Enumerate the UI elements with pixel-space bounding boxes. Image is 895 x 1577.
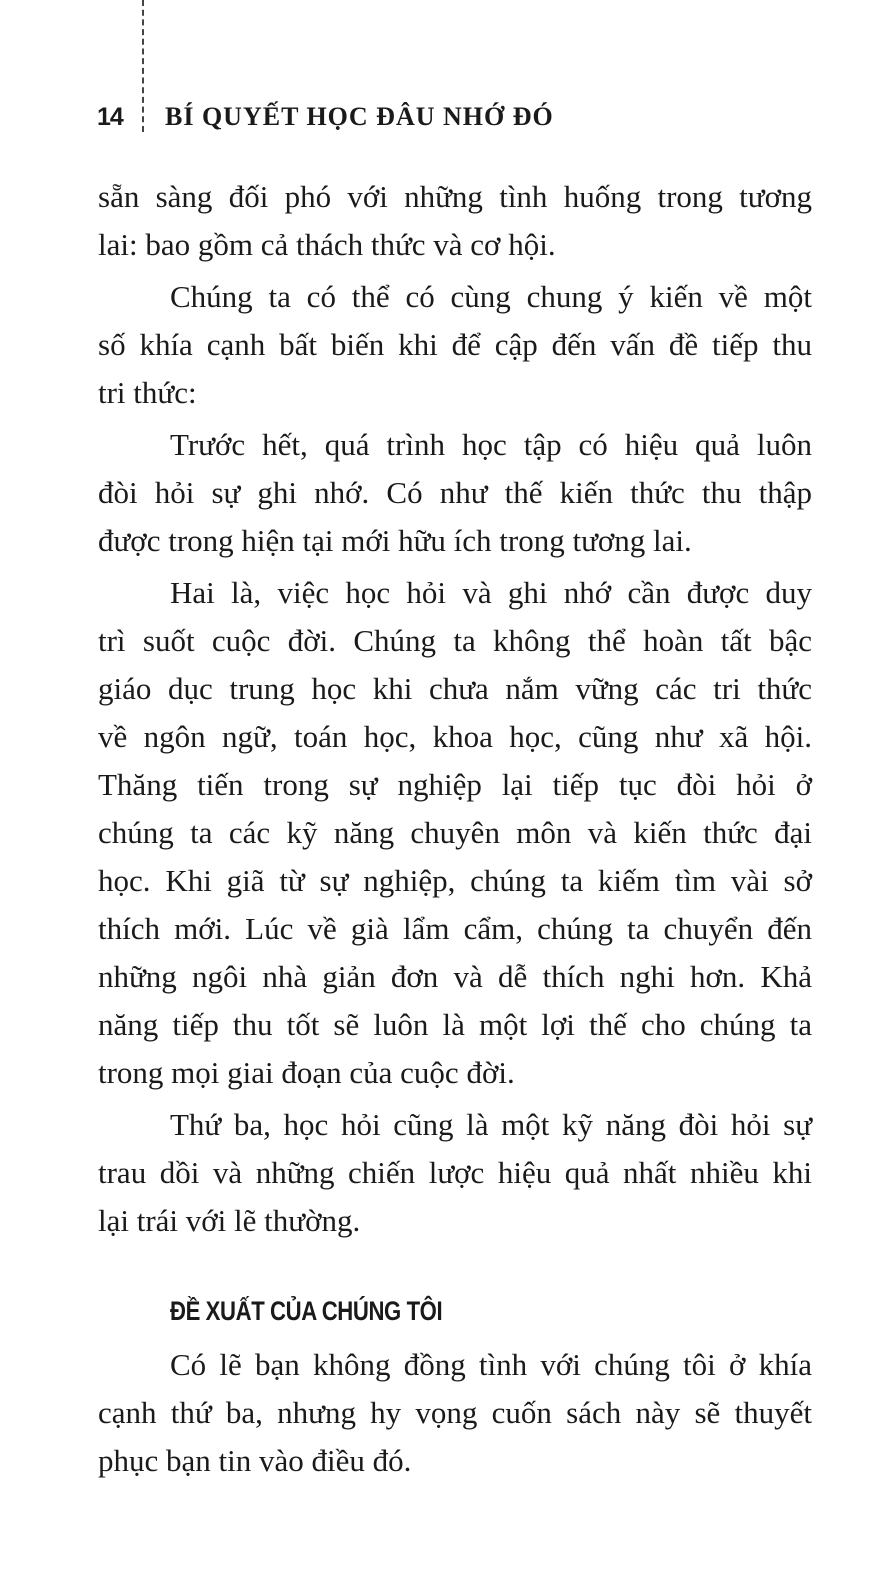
text-line: thích mới. Lúc về già lẩm cẩm, chúng ta chuyển đến [98, 911, 812, 946]
text-line: Chúng ta có thể có cùng chung ý kiến về một [170, 279, 812, 314]
running-title: BÍ QUYẾT HỌC ĐÂU NHỚ ĐÓ [165, 102, 554, 131]
text-line: lại trái với lẽ thường. [98, 1203, 361, 1238]
text-line: về ngôn ngữ, toán học, khoa học, cũng như xã hội. [98, 719, 812, 754]
text-line: năng tiếp thu tốt sẽ luôn là một lợi thế cho chúng ta [98, 1007, 812, 1042]
text-line: được trong hiện tại mới hữu ích trong tương lai. [98, 523, 692, 558]
text-line: đòi hỏi sự ghi nhớ. Có như thế kiến thức thu thập [98, 475, 812, 510]
text-line: số khía cạnh bất biến khi để cập đến vấn đề tiếp thu [98, 327, 812, 362]
text-line: Thăng tiến trong sự nghiệp lại tiếp tục đòi hỏi ở [98, 767, 812, 802]
paragraph [98, 569, 812, 1097]
paragraph [98, 421, 812, 565]
paragraph [98, 173, 812, 269]
page-body [98, 169, 812, 1485]
text-line: phục bạn tin vào điều đó. [98, 1443, 412, 1478]
text-line: lai: bao gồm cả thách thức và cơ hội. [98, 227, 556, 262]
margin-dashed-rule [142, 0, 144, 132]
section-heading: ĐỀ XUẤT CỦA CHÚNG TÔI [170, 1296, 443, 1326]
paragraph [98, 1101, 812, 1245]
text-line: học. Khi giã từ sự nghiệp, chúng ta kiếm tìm vài sở [98, 863, 812, 898]
text-line: Thứ ba, học hỏi cũng là một kỹ năng đòi hỏi sự [170, 1107, 812, 1142]
text-line: trau dồi và những chiến lược hiệu quả nhất nhiều khi [98, 1155, 812, 1190]
text-line: Trước hết, quá trình học tập có hiệu quả luôn [170, 427, 812, 462]
page-number: 14 [97, 103, 123, 131]
paragraph [98, 1341, 812, 1485]
text-line: Hai là, việc học hỏi và ghi nhớ cần được duy [170, 575, 812, 610]
text-line: cạnh thứ ba, nhưng hy vọng cuốn sách này sẽ thuyết [98, 1395, 812, 1430]
text-line: trì suốt cuộc đời. Chúng ta không thể hoàn tất bậc [98, 623, 812, 658]
text-line: giáo dục trung học khi chưa nắm vững các tri thức [98, 671, 812, 706]
text-line: chúng ta các kỹ năng chuyên môn và kiến thức đại [98, 815, 812, 850]
text-line: Có lẽ bạn không đồng tình với chúng tôi ở khía [170, 1347, 812, 1382]
text-line: tri thức: [98, 375, 197, 410]
text-line: những ngôi nhà giản đơn và dễ thích nghi hơn. Khả [98, 959, 812, 994]
paragraph [98, 273, 812, 417]
text-line: sẵn sàng đối phó với những tình huống trong tương [98, 179, 812, 214]
text-line: trong mọi giai đoạn của cuộc đời. [98, 1055, 515, 1090]
